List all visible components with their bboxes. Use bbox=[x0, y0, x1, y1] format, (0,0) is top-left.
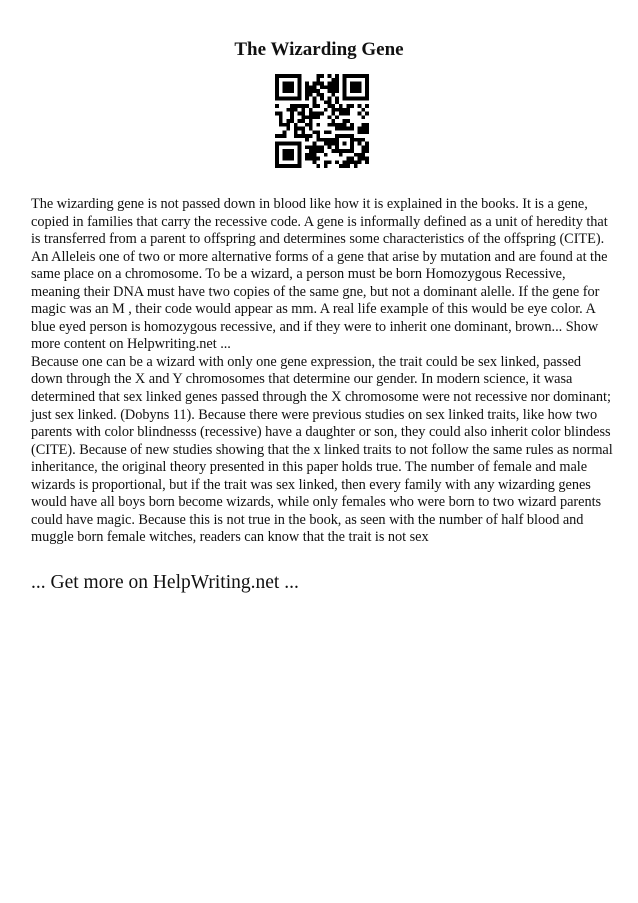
article-body bbox=[31, 196, 613, 547]
page-title: The Wizarding Gene bbox=[234, 39, 404, 60]
get-more-link[interactable]: ... Get more on HelpWriting.net ... bbox=[31, 572, 299, 593]
qr-code-icon bbox=[275, 74, 369, 168]
paragraph-intro: The wizarding gene is not passed down in blood like how it is explained in the books. It is a gene, copied in families that carry the recessive code. A gene is informally defined as a unit of heredity that is transferred from a parent to offspring and determines some characteristics of the offspring (CITE). An Alleleis one of two or more alternative forms of a gene that arise by mutation and are found at the same place on a chromosome. To be a wizard, a person must be born Homozygous Recessive, meaning their DNA must have two copies of the same gne, but not a dominant alelle. If the gene for magic was an M , their code would appear as mm. A real life example of this would be eye color. A blue eyed person is homozygous recessive, and if they were to inherit one dominant, brown... Show more content on Helpwriting.net ... bbox=[31, 196, 608, 353]
paragraph-sex-linked: Because one can be a wizard with only one gene expression, the trait could be sex linked, passed down through the X and Y chromosomes that determine our gender. In modern science, it wasa determined that sex linked genes passed through the X chromosome were not recessive nor dominant; just sex linked. (Dobyns 11). Because there were previous studies on sex linked traits, like how two parents with color blindnesss (recessive) have a daughter or son, they could also inherit color blindess (CITE). Because of new studies showing that the x linked traits to not follow the same rules as normal inheritance, the original theory presented in this paper holds true. The number of female and male wizards is proportional, but if the trait was sex linked, then every family with any wizarding genes would have all boys born become wizards, while only females who were born to two wizard parents could have magic. Because this is not true in the book, as seen with the number of half blood and muggle born female witches, readers can know that the trait is not sex bbox=[31, 353, 613, 546]
